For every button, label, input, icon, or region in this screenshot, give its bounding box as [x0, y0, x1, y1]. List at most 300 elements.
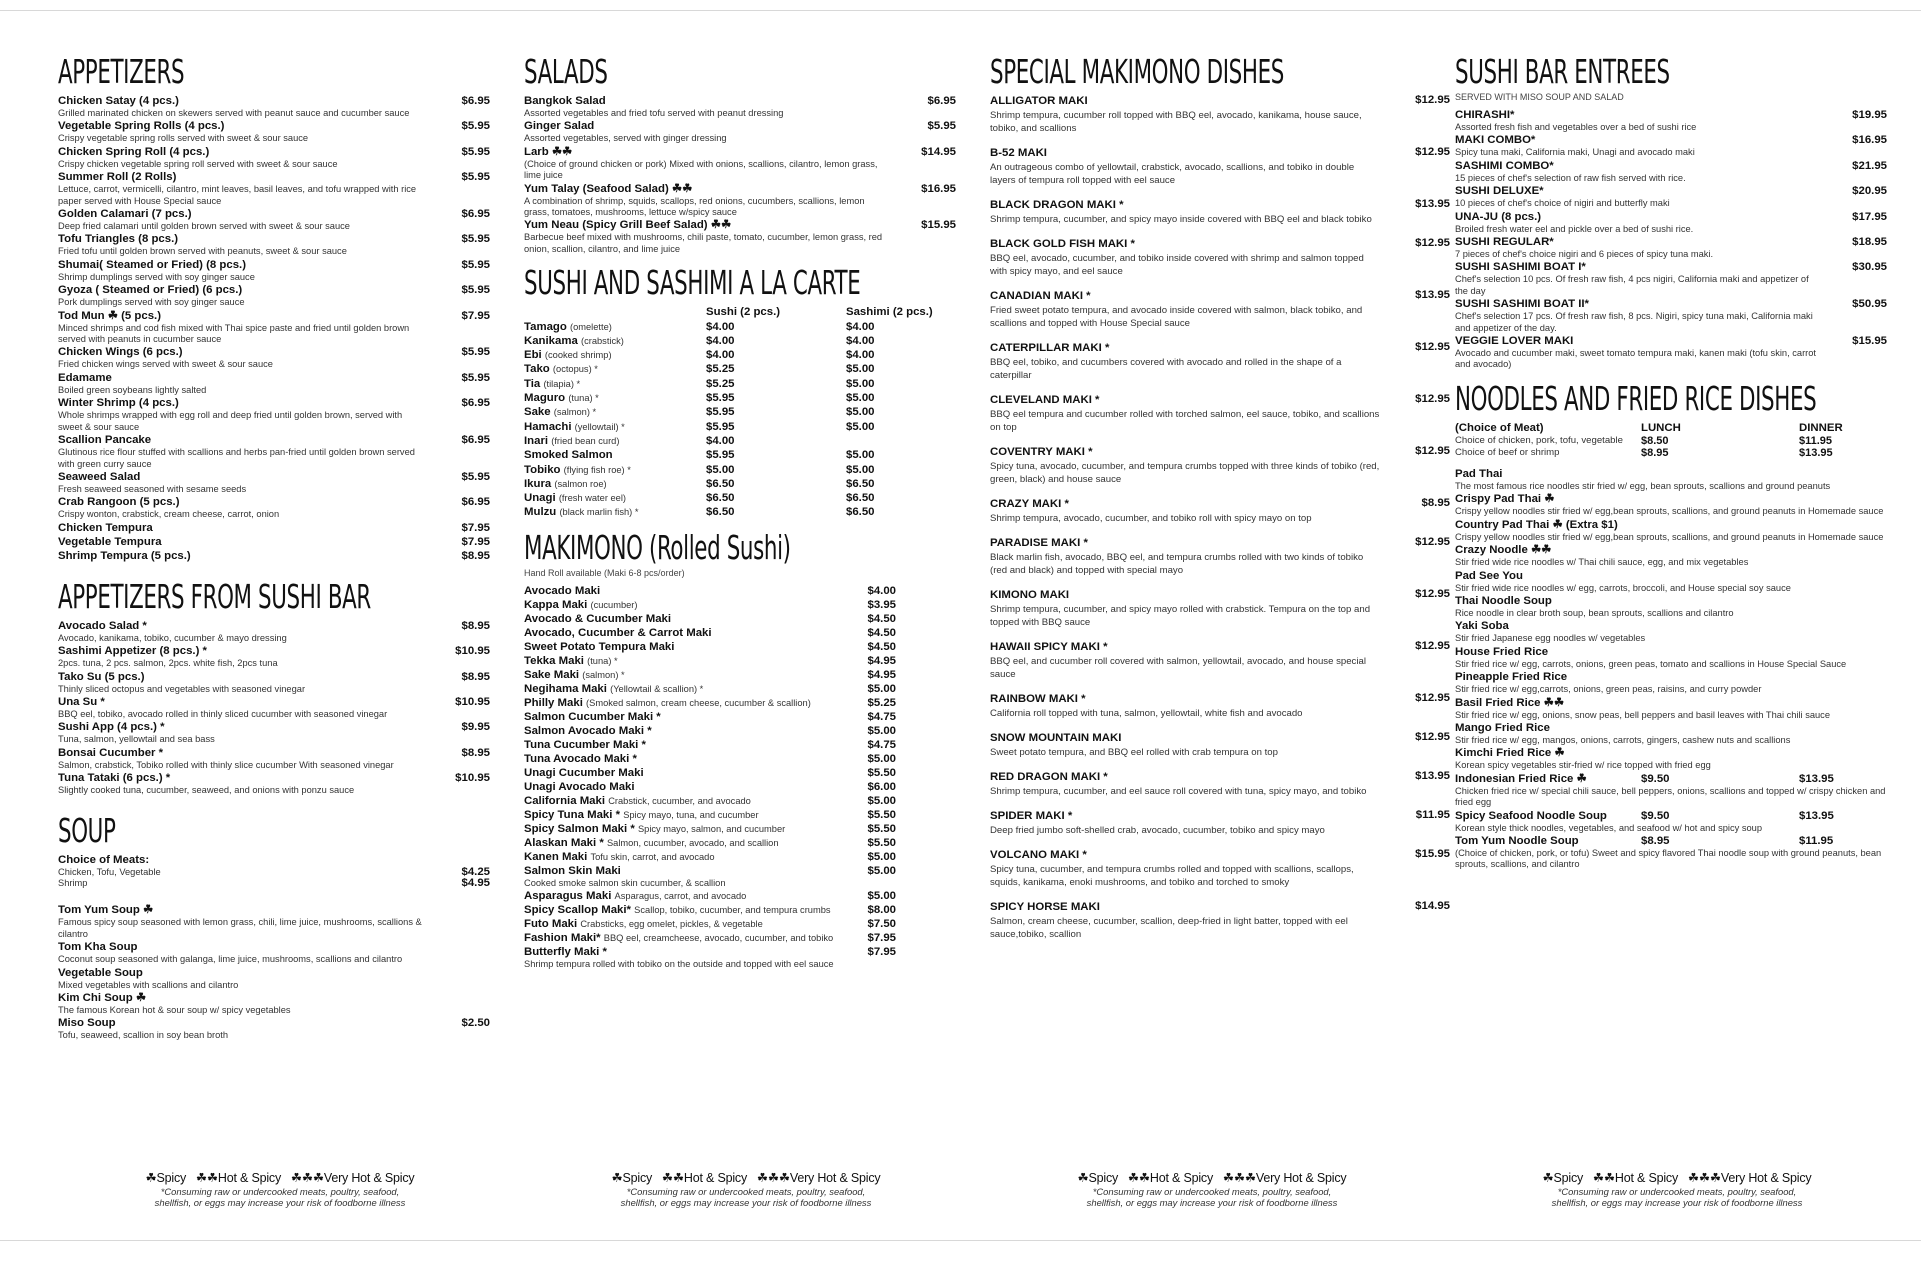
- makimono-item-price: $7.95: [867, 932, 896, 945]
- alacarte-item-note: (yellowtail) *: [574, 421, 625, 432]
- disclaimer-line: *Consuming raw or undercooked meats, poultry, seafood,: [626, 1186, 866, 1197]
- noodle-item-line: [1455, 467, 1887, 481]
- special-item: [990, 198, 1450, 226]
- makimono-item-name: [524, 682, 916, 696]
- soup-meat-option-text: Chicken, Tofu, Vegetable: [58, 866, 161, 877]
- makimono-item-price: $5.50: [867, 766, 896, 779]
- makimono-item-name: [524, 584, 916, 598]
- noodles-header-meat: (Choice of Meat): [1455, 421, 1544, 434]
- noodle-item-line: [1455, 834, 1887, 848]
- menu-item-price: $7.95: [461, 521, 490, 534]
- column-salads-sushi: [524, 52, 956, 971]
- menu-item-price: $2.50: [461, 1017, 490, 1030]
- makimono-item-note: (Yellowtail & scallion) *: [610, 683, 704, 694]
- menu-item: [58, 495, 490, 520]
- makimono-item-note: Spicy mayo, tuna, and cucumber: [623, 809, 759, 820]
- menu-item-price: $14.95: [921, 145, 956, 158]
- alacarte-sashimi-price: $5.00: [846, 363, 875, 376]
- menu-item-description: Avocado, kanikama, tobiko, cucumber & mayo dressing: [58, 632, 287, 643]
- menu-item: [58, 549, 490, 563]
- noodles-price-row: [1455, 447, 1887, 459]
- makimono-item-name: [524, 903, 916, 917]
- makimono-item-name: [524, 710, 916, 724]
- soup-meats: [58, 853, 490, 867]
- alacarte-item-note: (cooked shrimp): [544, 350, 612, 361]
- menu-item-price: $6.95: [461, 434, 490, 447]
- menu-item-description: Shrimp dumplings served with soy ginger sauce: [58, 271, 255, 282]
- special-item-price: $14.95: [1415, 900, 1450, 912]
- noodle-item: [1455, 772, 1887, 809]
- menu-item: [58, 670, 490, 695]
- alacarte-sashimi-price: $4.00: [846, 334, 875, 347]
- menu-item-name: Bangkok Salad: [524, 95, 606, 107]
- noodle-item-description: The most famous rice noodles stir fried w/ egg, bean sprouts, scallions and ground peanuts: [1455, 480, 1831, 491]
- alacarte-sushi-price: $4.00: [706, 434, 735, 447]
- alacarte-item-name: Ebi: [524, 349, 542, 362]
- menu-item: [58, 940, 490, 965]
- salads-list: [524, 94, 956, 255]
- special-item-name: CLEVELAND MAKI *: [990, 394, 1100, 406]
- makimono-item-price: $5.00: [867, 850, 896, 863]
- special-item-price: $12.95: [1415, 692, 1450, 704]
- menu-item: [1455, 210, 1887, 235]
- noodles-price-row-label: Choice of beef or shrimp: [1455, 446, 1560, 458]
- makimono-item: [524, 626, 956, 640]
- makimono-item: [524, 752, 956, 766]
- alacarte-sashimi-price: $4.00: [846, 349, 875, 362]
- menu-item-description: Tuna, salmon, yellowtail and sea bass: [58, 734, 215, 745]
- special-item-name: CANADIAN MAKI *: [990, 290, 1091, 302]
- makimono-item-title: Avocado, Cucumber & Carrot Maki: [524, 626, 712, 639]
- makimono-item: [524, 808, 956, 822]
- alacarte-sushi-price: $5.95: [706, 392, 735, 405]
- menu-item-description: Mixed vegetables with scallions and cilantro: [58, 979, 239, 990]
- makimono-item-title: Kanen Maki: [524, 850, 588, 863]
- noodle-item-name: Thai Noodle Soup: [1455, 594, 1552, 607]
- makimono-item-name: [524, 850, 916, 864]
- menu-item: [1455, 133, 1887, 158]
- disclaimer-line: *Consuming raw or undercooked meats, poultry, seafood,: [1557, 1186, 1797, 1197]
- special-item: [990, 536, 1450, 577]
- alacarte-header: [524, 305, 956, 319]
- makimono-item-note: (tuna) *: [587, 655, 618, 666]
- alacarte-sashimi-price: $5.00: [846, 449, 875, 462]
- menu-item-name: UNA-JU (8 pcs.): [1455, 210, 1542, 223]
- menu-item-price: $6.95: [461, 95, 490, 107]
- makimono-item-title: Avocado & Cucumber Maki: [524, 612, 672, 625]
- noodle-item-line: [1455, 518, 1887, 532]
- special-item-price: $12.95: [1415, 146, 1450, 158]
- menu-item-description: Tofu, seaweed, scallion in soy bean broth: [58, 1030, 229, 1041]
- soup-meat-option: [58, 878, 490, 889]
- menu-item: [58, 746, 490, 771]
- menu-item: [58, 145, 490, 170]
- menu-item-name: Golden Calamari (7 pcs.): [58, 208, 192, 221]
- special-item-price: $12.95: [1415, 536, 1450, 548]
- special-item-price: $12.95: [1415, 341, 1450, 353]
- noodle-item: [1455, 569, 1887, 594]
- noodles-price-row-lunch: $8.95: [1641, 446, 1669, 459]
- makimono-item-title: Sake Maki: [524, 668, 580, 681]
- menu-item: [524, 119, 956, 144]
- special-item-name: VOLCANO MAKI *: [990, 849, 1087, 861]
- alacarte-sushi-price: $5.95: [706, 449, 735, 462]
- special-item-price: $15.95: [1415, 848, 1450, 860]
- makimono-item-note: (Smoked salmon, cream cheese, cucumber & scallion): [586, 697, 811, 708]
- menu-item: [1455, 108, 1887, 133]
- menu-item-description: Thinly sliced octopus and vegetables with seasoned vinegar: [58, 683, 306, 694]
- menu-item-name: Kim Chi Soup ☘: [58, 992, 147, 1004]
- alacarte-sushi-price: $6.50: [706, 506, 735, 519]
- alacarte-item: [524, 463, 706, 477]
- special-item-description: BBQ eel tempura and cucumber rolled with torched salmon, eel sauce, tobiko, and scallions on top: [990, 409, 1380, 433]
- menu-item: [1455, 159, 1887, 184]
- menu-item-price: $15.95: [1852, 335, 1887, 348]
- menu-item-price: $9.95: [461, 721, 490, 734]
- menu-item-name: VEGGIE LOVER MAKI: [1455, 335, 1574, 348]
- menu-item: [1455, 235, 1887, 260]
- menu-item-description: Coconut soup seasoned with galanga, lime juice, mushrooms, scallions and cilantro: [58, 954, 403, 965]
- makimono-item-note: Scallop, tobiko, cucumber, and tempura crumbs: [634, 905, 831, 916]
- noodle-item-line: [1455, 645, 1887, 659]
- menu-item-name: Chicken Wings (6 pcs.): [58, 346, 183, 359]
- makimono-item: [524, 903, 956, 917]
- menu-item-price: $7.95: [461, 535, 490, 548]
- makimono-item-price: $5.00: [867, 890, 896, 903]
- makimono-item-title: Spicy Scallop Maki*: [524, 904, 631, 917]
- makimono-item: [524, 654, 956, 668]
- menu-item-price: $19.95: [1852, 109, 1887, 121]
- menu-item-description: 15 pieces of chef's selection of raw fish served with rice.: [1455, 172, 1686, 183]
- menu-item-name: Edamame: [58, 371, 112, 384]
- spice-legend: ☘Spicy ☘☘Hot & Spicy ☘☘☘Very Hot & Spicy: [1077, 1171, 1347, 1185]
- makimono-item-price: $5.00: [867, 724, 896, 737]
- menu-item-description: Broiled fresh water eel and pickle over a bed of sushi rice.: [1455, 223, 1694, 234]
- noodle-item-dinner-price: $11.95: [1799, 834, 1834, 847]
- menu-item-name: Shrimp Tempura (5 pcs.): [58, 549, 191, 562]
- alacarte-item-note: (black marlin fish) *: [559, 507, 639, 518]
- special-item-description: Black marlin fish, avocado, BBQ eel, and tempura crumbs rolled with two kinds of tobiko (red and black) and topped with special mayo: [990, 552, 1364, 576]
- makimono-item-price: $4.50: [867, 612, 896, 625]
- alacarte-sushi-price: $5.95: [706, 420, 735, 433]
- menu-item-name: Ginger Salad: [524, 120, 595, 133]
- makimono-item: [524, 836, 956, 850]
- menu-item-price: $5.95: [461, 284, 490, 297]
- alacarte-item: [524, 348, 706, 362]
- makimono-item-name: [524, 864, 916, 878]
- special-item-description: Shrimp tempura, cucumber, and spicy mayo rolled with crabstick. Tempura on the top and topped with BBQ sauce: [990, 604, 1371, 628]
- menu-item-price: $10.95: [455, 772, 490, 785]
- special-item-description: Fried sweet potato tempura, and avocado inside covered with salmon, black tobiko, and scallions and topped with House Special sauce: [990, 305, 1363, 329]
- menu-item-name: Winter Shrimp (4 pcs.): [58, 397, 179, 410]
- makimono-item-title: Salmon Skin Maki: [524, 864, 621, 877]
- special-item: [990, 588, 1450, 629]
- noodle-item: [1455, 670, 1887, 695]
- spice-legend: ☘Spicy ☘☘Hot & Spicy ☘☘☘Very Hot & Spicy: [1542, 1171, 1812, 1185]
- makimono-item-name: [524, 696, 916, 710]
- makimono-item-name: [524, 780, 916, 794]
- makimono-item-description: Shrimp tempura rolled with tobiko on the outside and topped with eel sauce: [524, 959, 834, 970]
- alacarte-item-note: (flying fish roe) *: [563, 464, 631, 475]
- alacarte-item: [524, 391, 706, 405]
- menu-item-name: CHIRASHI*: [1455, 109, 1515, 121]
- special-item-price: $12.95: [1415, 731, 1450, 743]
- noodle-item: [1455, 809, 1887, 834]
- menu-item: [58, 232, 490, 257]
- menu-item-name: Tom Kha Soup: [58, 941, 138, 954]
- section-title-sushi-bar-appetizers: APPETIZERS FROM SUSHI BAR: [58, 576, 371, 616]
- sushi-bar-appetizers-list: [58, 619, 490, 797]
- special-item-name: B-52 MAKI: [990, 147, 1047, 159]
- special-list: [990, 94, 1450, 941]
- noodle-item: [1455, 518, 1887, 543]
- menu-item-description: Assorted fresh fish and vegetables over a bed of sushi rice: [1455, 122, 1697, 132]
- makimono-item-name: [524, 598, 916, 612]
- alacarte-item-note: (omelette): [570, 321, 612, 332]
- menu-item-price: $5.95: [461, 145, 490, 158]
- makimono-item-name: [524, 766, 916, 780]
- menu-item-description: A combination of shrimp, squids, scallops, red onions, cucumbers, scallions, lemon grass, tomatoes, mushrooms, lettuce w/spicy sauce: [524, 195, 865, 218]
- makimono-item-price: $6.00: [867, 780, 896, 793]
- menu-item-price: $8.95: [461, 549, 490, 562]
- column-appetizers: [58, 52, 490, 1042]
- alacarte-item: [524, 477, 706, 491]
- menu-item-price: $6.95: [461, 496, 490, 509]
- menu-item-description: 10 pieces of chef's choice of nigiri and butterfly maki: [1455, 198, 1670, 209]
- menu-item: [58, 1016, 490, 1041]
- makimono-item-title: California Maki: [524, 794, 606, 807]
- noodle-item-name: Pineapple Fried Rice: [1455, 671, 1568, 684]
- makimono-item: [524, 945, 956, 970]
- menu-item: [1455, 184, 1887, 209]
- alacarte-sushi-price: $4.00: [706, 320, 735, 333]
- makimono-item-price: $7.95: [867, 946, 896, 959]
- alacarte-col-sashimi: Sashimi (2 pcs.): [846, 306, 933, 319]
- menu-item: [58, 903, 490, 940]
- menu-item: [524, 182, 956, 219]
- menu-item-description: Deep fried calamari until golden brown served with sweet & sour sauce: [58, 221, 350, 232]
- makimono-item-price: $4.75: [867, 710, 896, 723]
- menu-item: [58, 521, 490, 535]
- menu-item-name: SASHIMI COMBO*: [1455, 159, 1554, 172]
- menu-item: [58, 720, 490, 745]
- menu-item-name: Larb ☘☘: [524, 145, 573, 158]
- menu-item: [58, 170, 490, 207]
- special-item: [990, 341, 1450, 382]
- makimono-item: [524, 889, 956, 903]
- noodle-item: [1455, 645, 1887, 670]
- menu-item: [58, 258, 490, 283]
- menu-item-name: Avocado Salad *: [58, 619, 147, 632]
- makimono-item-title: Asparagus Maki: [524, 890, 612, 903]
- makimono-item-price: $4.95: [867, 654, 896, 667]
- soup-meat-option-price: $4.95: [461, 876, 490, 889]
- special-item-name: SPICY HORSE MAKI: [990, 901, 1100, 913]
- alacarte-sashimi-price: $4.00: [846, 320, 875, 333]
- alacarte-item-name: Unagi: [524, 492, 556, 505]
- makimono-item: [524, 850, 956, 864]
- makimono-item-price: $5.50: [867, 822, 896, 835]
- alacarte-row: [524, 448, 956, 462]
- menu-item-price: $5.95: [461, 346, 490, 359]
- noodle-item-name: Crispy Pad Thai ☘: [1455, 493, 1555, 506]
- alacarte-item: [524, 505, 706, 519]
- menu-item-name: Shumai( Steamed or Fried) (8 pcs.): [58, 258, 246, 271]
- makimono-item-title: Alaskan Maki *: [524, 836, 604, 849]
- menu-item: [58, 345, 490, 370]
- alacarte-item: [524, 434, 706, 448]
- noodle-item-line: [1455, 670, 1887, 684]
- noodle-item-name: Pad Thai: [1455, 467, 1503, 480]
- special-item-price: $13.95: [1415, 289, 1450, 301]
- alacarte-row: [524, 391, 956, 405]
- menu-item-price: $21.95: [1852, 159, 1887, 172]
- makimono-item-title: Tekka Maki: [524, 654, 584, 667]
- makimono-item-price: $5.25: [867, 696, 896, 709]
- alacarte-item: [524, 405, 706, 419]
- special-item-name: RED DRAGON MAKI *: [990, 771, 1108, 783]
- special-item-name: RAINBOW MAKI *: [990, 693, 1086, 705]
- menu-item-name: Yum Neau (Spicy Grill Beef Salad) ☘☘: [524, 219, 732, 232]
- noodles-header-lunch: LUNCH: [1641, 421, 1681, 434]
- noodles-price-row-label: Choice of chicken, pork, tofu, vegetable: [1455, 434, 1623, 446]
- makimono-item-name: [524, 931, 916, 945]
- special-item: [990, 289, 1450, 330]
- makimono-item: [524, 682, 956, 696]
- noodle-item: [1455, 543, 1887, 568]
- special-item-price: $12.95: [1415, 445, 1450, 457]
- alacarte-item-note: (fried bean curd): [551, 435, 620, 446]
- menu-item-price: $20.95: [1852, 185, 1887, 198]
- noodle-item-name: Basil Fried Rice ☘☘: [1455, 696, 1565, 709]
- menu-item-price: $5.95: [461, 371, 490, 384]
- noodle-item-name: House Fried Rice: [1455, 645, 1549, 658]
- alacarte-sushi-price: $5.00: [706, 463, 735, 476]
- menu-item-name: Tom Yum Soup ☘: [58, 904, 154, 917]
- menu-item-name: Miso Soup: [58, 1017, 116, 1030]
- noodle-item-description: Crispy yellow noodles stir fried w/ egg,bean sprouts, scallions, and ground peanuts in Homemade sauce: [1455, 506, 1884, 517]
- makimono-item: [524, 598, 956, 612]
- disclaimer-line: shellfish, or eggs may increase your risk of foodborne illness: [620, 1197, 872, 1208]
- menu-item-name: Seaweed Salad: [58, 470, 141, 483]
- menu-item-description: The famous Korean hot & sour soup w/ spicy vegetables: [58, 1005, 291, 1015]
- soup-meat-option-price: $4.25: [461, 865, 490, 878]
- alacarte-row: [524, 434, 956, 448]
- makimono-item-title: Tuna Cucumber Maki *: [524, 738, 646, 751]
- noodle-item-name: Indonesian Fried Rice ☘: [1455, 772, 1587, 785]
- menu-item: [1455, 260, 1887, 297]
- bottom-border: [0, 1240, 1921, 1241]
- alacarte-item-name: Inari: [524, 434, 549, 447]
- alacarte-sushi-price: $6.50: [706, 477, 735, 490]
- makimono-item-title: Unagi Cucumber Maki: [524, 766, 644, 779]
- makimono-item-name: [524, 945, 916, 959]
- alacarte-item-name: Hamachi: [524, 420, 572, 433]
- makimono-item: [524, 696, 956, 710]
- special-item-name: KIMONO MAKI: [990, 589, 1070, 601]
- special-item-price: $12.95: [1415, 237, 1450, 249]
- noodle-item-description: Stir fried rice w/ egg, carrots, onions, green peas, tomato and scallions in House Special Sauce: [1455, 658, 1847, 669]
- menu-item-description: Whole shrimps wrapped with egg roll and deep fried until golden brown, served with sweet & sour sauce: [58, 410, 403, 432]
- section-title-salads: SALADS: [524, 52, 608, 91]
- noodle-item-name: Country Pad Thai ☘ (Extra $1): [1455, 518, 1618, 531]
- alacarte-sashimi-price: $6.50: [846, 506, 875, 519]
- alacarte-row: [524, 377, 956, 391]
- menu-item-price: $8.95: [461, 619, 490, 632]
- menu-item-name: Tako Su (5 pcs.): [58, 670, 145, 683]
- alacarte-item-note: (crabstick): [581, 335, 624, 346]
- makimono-item-note: Spicy mayo, salmon, and cucumber: [637, 823, 786, 834]
- makimono-item-title: Sweet Potato Tempura Maki: [524, 640, 675, 653]
- alacarte-col-sushi: Sushi (2 pcs.): [706, 306, 781, 319]
- alacarte-item-name: Tamago: [524, 320, 567, 333]
- section-title-soup: SOUP: [58, 810, 116, 850]
- noodle-item-name: Mango Fried Rice: [1455, 721, 1550, 734]
- alacarte-item: [524, 420, 706, 434]
- makimono-item-title: Philly Maki: [524, 696, 583, 709]
- footer-legend: [1497, 1171, 1857, 1208]
- menu-item-description: Crispy vegetable spring rolls served with sweet & sour sauce: [58, 133, 309, 144]
- makimono-item-price: $4.50: [867, 626, 896, 639]
- special-item: [990, 640, 1450, 681]
- menu-item-price: $16.95: [1852, 134, 1887, 147]
- menu-item-price: $15.95: [921, 219, 956, 232]
- noodle-item-description: Stir fried wide rice noodles w/ egg, carrots, broccoli, and House special soy sauce: [1455, 582, 1791, 593]
- makimono-item-name: [524, 917, 916, 931]
- special-item: [990, 237, 1450, 278]
- makimono-item-name: [524, 889, 916, 903]
- makimono-item-price: $5.00: [867, 682, 896, 695]
- special-item-name: ALLIGATOR MAKI: [990, 95, 1088, 107]
- noodle-item-line: [1455, 594, 1887, 608]
- menu-item-description: Pork dumplings served with soy ginger sauce: [58, 297, 245, 308]
- special-item-description: Spicy tuna, avocado, cucumber, and tempura crumbs topped with three kinds of tobiko (red, green, black) and house sauce: [990, 461, 1380, 485]
- menu-item-name: Sashimi Appetizer (8 pcs.) *: [58, 645, 207, 658]
- noodle-item-lunch-price: $9.50: [1641, 809, 1670, 822]
- alacarte-item-name: Maguro: [524, 392, 566, 405]
- makimono-item-price: $4.00: [867, 584, 896, 597]
- footer-legend: [1032, 1171, 1392, 1208]
- menu-item-description: Spicy tuna maki, California maki, Unagi and avocado maki: [1455, 147, 1695, 158]
- noodles-header: [1455, 421, 1887, 435]
- makimono-item: [524, 931, 956, 945]
- menu-item-description: Chef's selection 10 pcs. Of fresh raw fish, 4 pcs nigiri, California maki and appetizer of the day: [1455, 274, 1809, 296]
- noodle-item-line: [1455, 492, 1887, 506]
- menu-item: [58, 396, 490, 433]
- noodle-item-lunch-price: $9.50: [1641, 772, 1670, 785]
- menu-item-name: Chicken Satay (4 pcs.): [58, 95, 179, 107]
- makimono-item-price: $7.50: [867, 918, 896, 931]
- makimono-item-note: Salmon, cucumber, avocado, and scallion: [606, 837, 779, 848]
- special-item-price: $13.95: [1415, 770, 1450, 782]
- alacarte-item-note: (octopus) *: [552, 364, 598, 375]
- alacarte-item-name: Tobiko: [524, 463, 561, 476]
- alacarte-item: [524, 362, 706, 376]
- section-title-entrees: SUSHI BAR ENTREES: [1455, 52, 1670, 91]
- special-item-description: Spicy tuna, cucumber, and tempura crumbs rolled and topped with scallions, scallops, squids, kanikama, enoki mushrooms, and tobiko and torched to smoky: [990, 864, 1354, 888]
- special-item-description: Shrimp tempura, cucumber, and spicy mayo inside covered with BBQ eel and black tobiko: [990, 214, 1372, 225]
- noodle-item-description: Rice noodle in clear broth soup, bean sprouts, scallions and cilantro: [1455, 607, 1734, 618]
- alacarte-row: [524, 477, 956, 491]
- makimono-item-name: [524, 752, 916, 766]
- disclaimer-line: shellfish, or eggs may increase your risk of foodborne illness: [154, 1197, 406, 1208]
- noodles-price-row-lunch: $8.50: [1641, 434, 1669, 447]
- noodle-item-dinner-price: $13.95: [1799, 809, 1834, 822]
- makimono-item-title: Spicy Tuna Maki *: [524, 808, 621, 821]
- makimono-item-name: [524, 836, 916, 850]
- alacarte-sashimi-price: $5.00: [846, 420, 875, 433]
- makimono-item-price: $5.00: [867, 864, 896, 877]
